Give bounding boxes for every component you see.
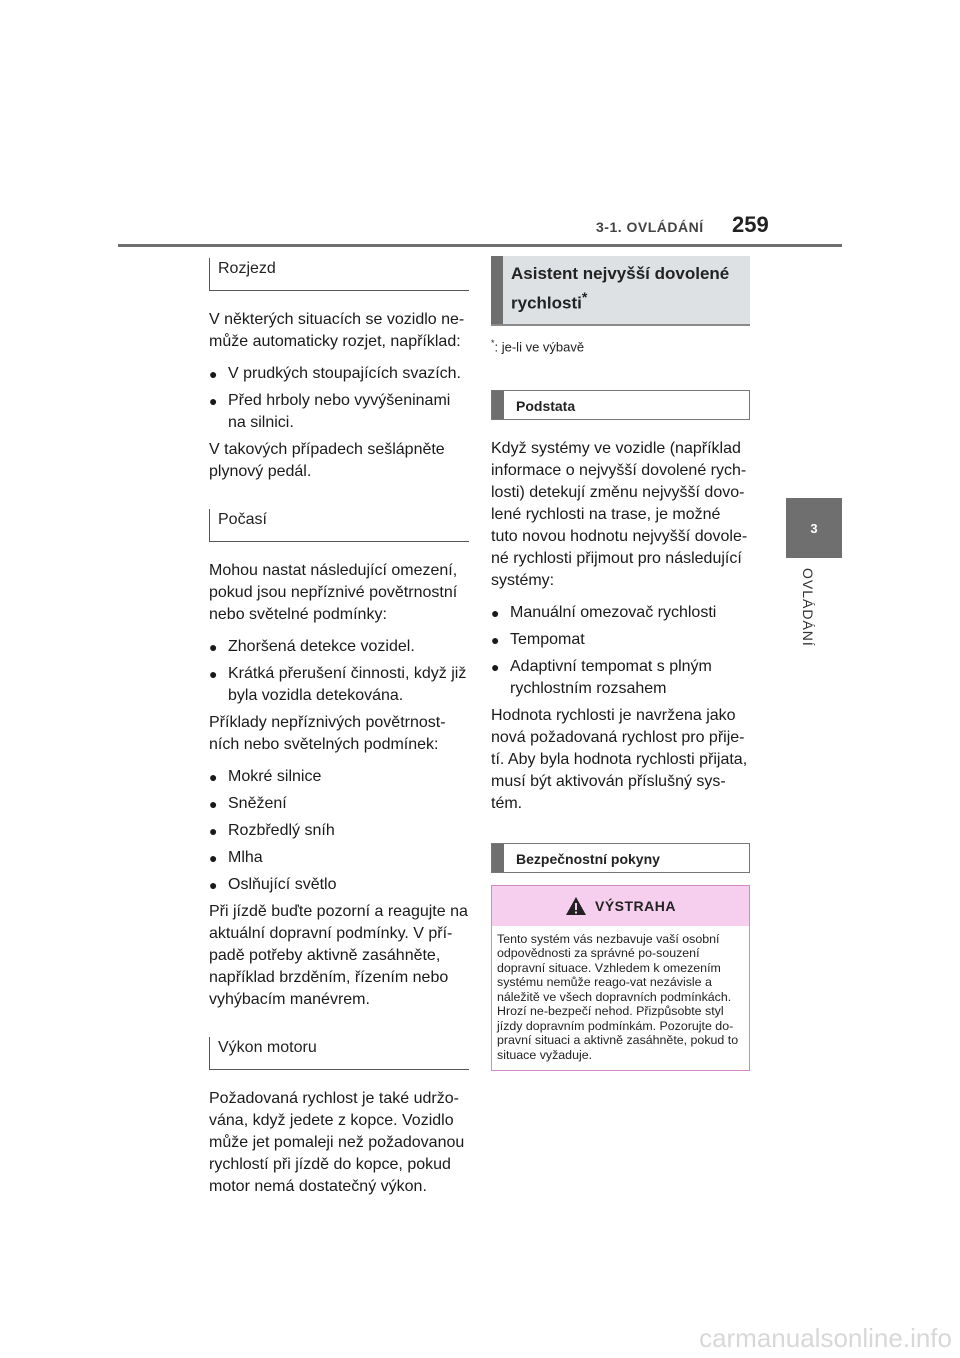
section-heading [491, 256, 750, 326]
section-title: Asistent nejvyšší dovolené rychlosti* [511, 264, 730, 313]
heading-bar [491, 256, 503, 324]
bullet-icon: ● [491, 658, 500, 675]
list-item: ● V prudkých stoupajících svazích. [209, 363, 469, 385]
footnote: *: je-li ve výbavě [491, 337, 585, 354]
bullet-icon: ● [209, 769, 218, 785]
bullet-icon: ● [491, 631, 500, 648]
list-item: ● Mlha [209, 847, 469, 869]
list-item: ● Manuální omezovač rychlosti [491, 602, 750, 624]
list-item: ● Zhoršená detekce vozidel. [209, 636, 469, 658]
bullet-icon: ● [209, 823, 218, 839]
watermark: carmanualsonline.info [699, 1323, 952, 1353]
subhead-pocasi: Počasí [209, 509, 469, 542]
warning-text: Tento systém vás nezbavuje vaší osobní odpovědnosti za správné po-souzení dopravní situace. Vzhledem k omezením systému nemůže reago-vat nezávisle a náležitě ve všech dopravních podmínkách. Hrozí ne-bezpečí nehod. Přizpůsobte styl jízdy dopravním podmínkám. Pozorujte do-pravní situaci a aktivně zasáhněte, pokud to situace vyžaduje. [497, 931, 739, 1062]
bullet-icon: ● [491, 604, 500, 621]
bullet-icon: ● [209, 877, 218, 893]
box-heading-podstata: Podstata [491, 390, 750, 420]
paragraph: Při jízdě buďte pozorní a reagujte na aktuální dopravní podmínky. V pří-padě potřeby aktivně zasáhněte, například brzděním, řízením nebo vyhýbacím manévrem. [209, 903, 468, 1008]
bullet-icon: ● [209, 666, 218, 682]
paragraph: Mohou nastat následující omezení, pokud jsou nepříznivé povětrnostní nebo světelné podmínky: [209, 562, 458, 623]
box-heading-bezpecnost: Bezpečnostní pokyny [491, 843, 750, 873]
chapter-label: OVLÁDÁNÍ [800, 568, 816, 647]
list-item: ● Před hrboly nebo vyvýšeninami na silnici. [209, 390, 469, 434]
bullet-icon: ● [209, 639, 218, 655]
chapter-tab[interactable]: 3 [786, 498, 842, 558]
subhead-rozjezd: Rozjezd [209, 258, 469, 291]
list-item: ● Krátká přerušení činnosti, když již byla vozidla detekována. [209, 663, 469, 707]
header-rule [118, 244, 842, 247]
paragraph: V některých situacích se vozidlo ne-může automaticky rozjet, například: [209, 311, 465, 350]
warning-title: VÝSTRAHA [492, 886, 749, 926]
left-column [209, 258, 469, 1208]
warning-box [491, 885, 750, 1072]
right-column [491, 256, 750, 1071]
page-number: 259 [732, 212, 769, 237]
paragraph: Když systémy ve vozidle (například informace o nejvyšší dovolené rych-losti) detekují změnu nejvyšší dovo-lené rychlosti na trase, je možné tuto novou hodnotu nejvyšší dovole-né rychlosti přijmout pro následující systémy: [491, 439, 748, 589]
bullet-icon: ● [209, 796, 218, 812]
bullet-icon: ● [209, 393, 218, 409]
footnote-mark: * [581, 290, 588, 306]
list-item: ● Mokré silnice [209, 766, 469, 788]
paragraph: Příklady nepříznivých povětrnost-ních nebo světelných podmínek: [209, 714, 446, 753]
list-item: ● Sněžení [209, 793, 469, 815]
list-item: ● Adaptivní tempomat s plným rychlostním rozsahem [491, 656, 750, 700]
paragraph: Požadovaná rychlost je také udržo-vána, když jedete z kopce. Vozidlo může jet pomaleji než požadovanou rychlostí při jízdě do kopce, pokud motor nemá dostatečný výkon. [209, 1090, 465, 1195]
list-item: ● Rozbředlý sníh [209, 820, 469, 842]
bullet-icon: ● [209, 366, 218, 382]
list-item: ● Oslňující světlo [209, 874, 469, 896]
subhead-vykon-motoru: Výkon motoru [209, 1037, 469, 1070]
paragraph: V takových případech sešlápněte plynový pedál. [209, 441, 445, 480]
header-section: 3-1. OVLÁDÁNÍ [596, 219, 704, 235]
paragraph: Hodnota rychlosti je navržena jako nová požadovaná rychlost pro přije-tí. Aby byla hodnota rychlosti přijata, musí být aktivován příslušný sys-tém. [491, 706, 748, 812]
bullet-icon: ● [209, 850, 218, 866]
list-item: ● Tempomat [491, 629, 750, 651]
warning-triangle-icon [565, 896, 587, 916]
